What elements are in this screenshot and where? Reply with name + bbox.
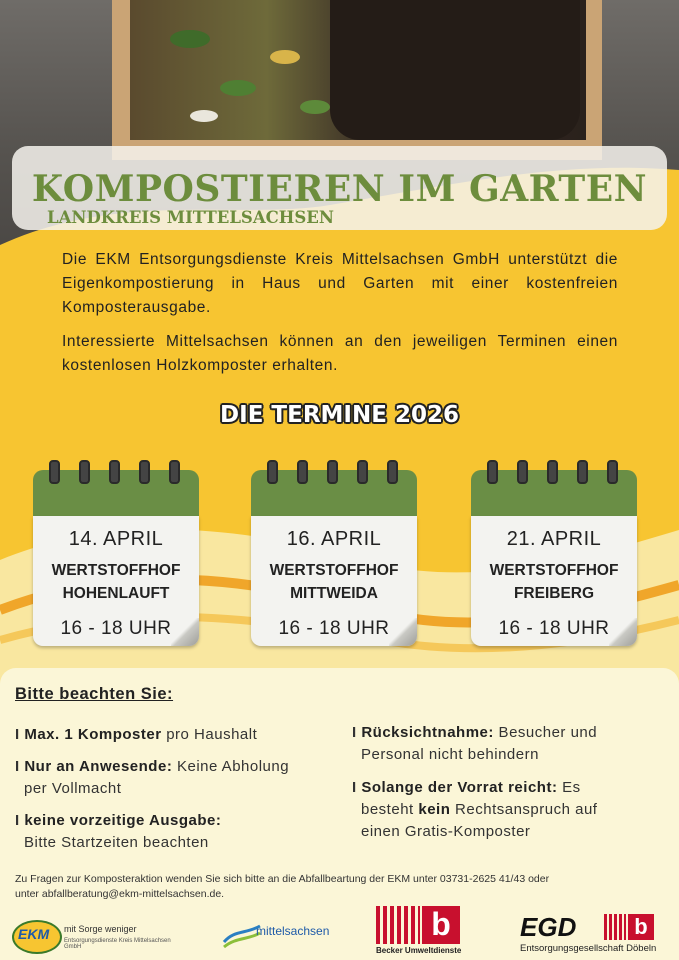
ring-icon	[577, 460, 588, 484]
soil-area	[330, 0, 580, 140]
card-time: 16 - 18 UHR	[60, 618, 172, 639]
note-bold: Max. 1 Komposter	[24, 726, 162, 743]
ring-icon	[607, 460, 618, 484]
becker-text: Becker Umweltdienste	[376, 946, 462, 955]
date-card-1	[33, 470, 199, 646]
note-bold: Rücksichtnahme:	[361, 724, 494, 741]
mittelsachsen-text: mittelsachsen	[256, 924, 330, 938]
note-text: Besucher und	[493, 724, 598, 741]
card-time: 16 - 18 UHR	[278, 618, 390, 639]
note-bold: keine vorzeitige Ausgabe:	[24, 812, 222, 829]
leaf-shape	[300, 100, 330, 114]
note-item-1: I Max. 1 Komposter pro Haushalt	[15, 726, 258, 743]
egd-b-mark: b	[628, 914, 654, 940]
card-place-line1: WERTSTOFFHOF	[489, 562, 619, 579]
ring-icon	[487, 460, 498, 484]
note-text-line2a: besteht	[361, 801, 419, 818]
ekm-tagline: mit Sorge weniger	[64, 924, 137, 934]
ring-icon	[357, 460, 368, 484]
card-date: 14. APRIL	[68, 528, 164, 550]
card-place	[251, 559, 417, 605]
note-text-line2: Bitte Startzeiten beachten	[24, 834, 209, 851]
termine-heading-text: DIE TERMINE 2026	[220, 402, 459, 428]
ring-icon	[79, 460, 90, 484]
leaf-shape	[170, 30, 210, 48]
ekm-company: Entsorgungsdienste Kreis Mittelsachsen GmbH	[64, 938, 171, 950]
leaf-shape	[270, 50, 300, 64]
date-card-2	[251, 470, 417, 646]
egd-logo	[520, 912, 670, 956]
card-place-line1: WERTSTOFFHOF	[51, 562, 181, 579]
note-text-line2: Personal nicht behindern	[361, 746, 539, 763]
card-place-line1: WERTSTOFFHOF	[269, 562, 399, 579]
ring-icon	[109, 460, 120, 484]
date-card-3	[471, 470, 637, 646]
egd-stripes	[604, 914, 626, 940]
leaf-shape	[220, 80, 256, 96]
ring-icon	[49, 460, 60, 484]
ring-icon	[267, 460, 278, 484]
ring-icon	[139, 460, 150, 484]
egd-subtext: Entsorgungsgesellschaft Döbeln	[520, 943, 657, 954]
note-bold: Solange der Vorrat reicht:	[361, 779, 558, 796]
note-text-line3: einen Gratis-Komposter	[361, 823, 531, 840]
intro-paragraph-1: Die EKM Entsorgungsdienste Kreis Mittelsachsen GmbH unterstützt die Eigenkompostierung in Haus und Garten mit einer kostenfreien Komposterausgabe.	[62, 251, 618, 316]
ring-icon	[517, 460, 528, 484]
becker-logo	[376, 906, 466, 956]
card-place	[33, 559, 199, 605]
ekm-logo-text: EKM	[18, 926, 50, 942]
note-item-5: I Solange der Vorrat reicht: Es besteht kein Rechtsanspruch auf einen Gratis-Komposter	[352, 779, 598, 840]
note-bold-kein: kein	[418, 801, 451, 818]
egd-text: EGD	[520, 912, 577, 942]
card-date: 21. APRIL	[506, 528, 602, 550]
note-item-2: I Nur an Anwesende: Keine Abholung per Vollmacht	[15, 758, 290, 797]
intro-paragraph-2: Interessierte Mittelsachsen können an den jeweiligen Terminen einen kostenlosen Holzkomposter erhalten.	[62, 333, 618, 374]
footer-contact	[15, 872, 670, 902]
becker-stripes	[376, 906, 420, 944]
ring-icon	[169, 460, 180, 484]
footer-line1: Zu Fragen zur Komposteraktion wenden Sie sich bitte an die Abfallbeartung der EKM unter 03731-2625 41/43 oder	[15, 873, 550, 885]
note-item-4: I Rücksichtnahme: Besucher und Personal nicht behindern	[352, 724, 598, 763]
page-subtitle: LANDKREIS MITTELSACHSEN	[47, 208, 334, 227]
note-text: pro Haushalt	[161, 726, 258, 743]
card-date: 16. APRIL	[286, 528, 382, 550]
mittelsachsen-logo	[222, 918, 332, 952]
card-place-line2: FREIBERG	[513, 585, 595, 602]
note-text: Keine Abholung	[172, 758, 290, 775]
note-text: Es	[557, 779, 581, 796]
becker-b-mark: b	[422, 906, 460, 944]
note-bold: Nur an Anwesende:	[24, 758, 173, 775]
ring-icon	[387, 460, 398, 484]
note-text-line2: per Vollmacht	[24, 780, 122, 797]
termine-heading	[0, 402, 679, 428]
footer-line2: unter abfallberatung@ekm-mittelsachsen.de.	[15, 888, 225, 900]
ekm-logo	[12, 918, 182, 954]
ring-icon	[297, 460, 308, 484]
card-place-line2: MITTWEIDA	[290, 585, 378, 602]
card-time: 16 - 18 UHR	[498, 618, 610, 639]
ring-icon	[547, 460, 558, 484]
page-title: KOMPOSTIEREN IM GARTEN	[31, 168, 648, 210]
note-text-line2c: Rechtsanspruch auf	[450, 801, 598, 818]
note-item-3: I keine vorzeitige Ausgabe: Bitte Startzeiten beachten	[15, 812, 222, 851]
notes-heading: Bitte beachten Sie:	[15, 685, 174, 703]
card-place-line2: HOHENLAUFT	[62, 585, 170, 602]
leaf-shape	[190, 110, 218, 122]
ring-icon	[327, 460, 338, 484]
card-place	[471, 559, 637, 605]
